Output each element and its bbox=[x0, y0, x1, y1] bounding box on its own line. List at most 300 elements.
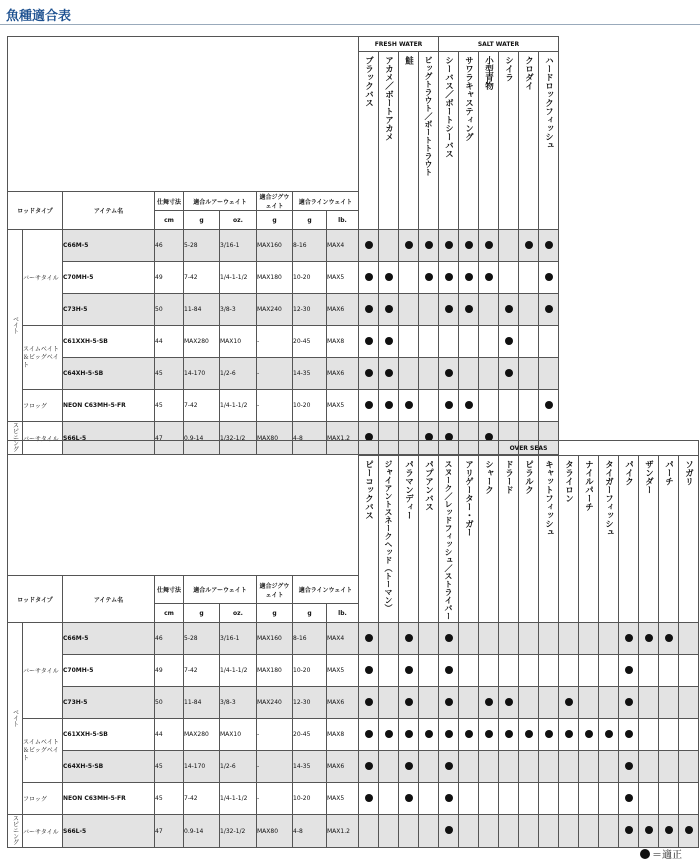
suitability-cell bbox=[419, 751, 439, 783]
suitability-cell bbox=[659, 687, 679, 719]
rod-spec-line-g: 10-20 bbox=[293, 262, 327, 294]
suitability-cell bbox=[579, 719, 599, 751]
rod-spec-lure-g: 11-84 bbox=[184, 687, 220, 719]
suitable-dot-icon bbox=[625, 730, 633, 738]
suitable-dot-icon bbox=[445, 826, 453, 834]
suitability-cell bbox=[579, 687, 599, 719]
suitable-dot-icon bbox=[385, 369, 393, 377]
suitability-cell bbox=[399, 783, 419, 815]
suitability-cell bbox=[599, 719, 619, 751]
suitability-cell bbox=[459, 294, 479, 326]
suitability-cell bbox=[439, 326, 459, 358]
species-header bbox=[479, 456, 499, 623]
suitability-cell bbox=[399, 719, 419, 751]
header-blank bbox=[8, 37, 359, 192]
rod-row bbox=[8, 815, 699, 848]
suitable-dot-icon bbox=[465, 241, 473, 249]
rod-spec-line-g: 10-20 bbox=[293, 390, 327, 422]
suitability-cell bbox=[679, 783, 699, 815]
rod-spec-length: 46 bbox=[155, 230, 184, 262]
suitability-cell bbox=[399, 390, 419, 422]
legend-dot-icon bbox=[640, 849, 650, 859]
legend bbox=[640, 846, 682, 861]
rod-spec-jig-g: MAX240 bbox=[257, 294, 293, 326]
suitability-cell bbox=[579, 655, 599, 687]
suitable-dot-icon bbox=[405, 634, 413, 642]
suitability-cell bbox=[379, 751, 399, 783]
suitable-dot-icon bbox=[625, 634, 633, 642]
suitability-cell bbox=[519, 294, 539, 326]
page-title: 魚種適合表 bbox=[6, 9, 72, 24]
suitability-cell bbox=[399, 326, 419, 358]
species-header bbox=[479, 52, 499, 230]
length-header: 仕舞寸法 bbox=[155, 576, 184, 604]
rod-row bbox=[8, 294, 559, 326]
rod-row bbox=[8, 326, 559, 358]
species-label: タライロン bbox=[563, 460, 574, 503]
species-label: シャーク bbox=[483, 460, 494, 494]
rod-spec-line-g: 14-35 bbox=[293, 358, 327, 390]
suitability-cell bbox=[659, 783, 679, 815]
suitable-dot-icon bbox=[365, 401, 373, 409]
subtype-versatile: バーサタイル bbox=[23, 422, 63, 455]
rod-spec-lure-oz: MAX10 bbox=[220, 719, 257, 751]
rod-spec-lure-g: 7-42 bbox=[184, 655, 220, 687]
suitability-cell bbox=[439, 719, 459, 751]
species-header bbox=[419, 456, 439, 623]
suitable-dot-icon bbox=[525, 730, 533, 738]
species-label: アリゲーター・ガー bbox=[463, 460, 474, 537]
suitability-cell bbox=[519, 230, 539, 262]
group-header: OVER SEAS bbox=[359, 441, 699, 456]
suitability-cell bbox=[499, 751, 519, 783]
species-header bbox=[659, 456, 679, 623]
rod-spec-length: 46 bbox=[155, 623, 184, 655]
suitable-dot-icon bbox=[685, 826, 693, 834]
suitability-cell bbox=[439, 623, 459, 655]
header-blank bbox=[8, 441, 359, 576]
rod-spec-jig-g: MAX180 bbox=[257, 262, 293, 294]
suitability-cell bbox=[419, 655, 439, 687]
suitability-cell bbox=[419, 719, 439, 751]
suitability-cell bbox=[579, 815, 599, 848]
rod-spec-lure-oz: 3/16-1 bbox=[220, 623, 257, 655]
rod-type-header: ロッドタイプ bbox=[8, 192, 63, 230]
suitable-dot-icon bbox=[665, 634, 673, 642]
rod-spec-lure-oz: 1/2-6 bbox=[220, 751, 257, 783]
legend-text: ＝適正 bbox=[652, 850, 682, 861]
suitability-cell bbox=[599, 815, 619, 848]
species-header bbox=[559, 456, 579, 623]
suitability-cell bbox=[379, 815, 399, 848]
suitability-cell bbox=[599, 623, 619, 655]
rod-spec-line-g: 20-45 bbox=[293, 326, 327, 358]
suitable-dot-icon bbox=[625, 698, 633, 706]
rod-row bbox=[8, 719, 699, 751]
rod-spec-lure-g: 7-42 bbox=[184, 783, 220, 815]
suitability-cell bbox=[359, 623, 379, 655]
suitability-cell bbox=[659, 751, 679, 783]
rod-row bbox=[8, 687, 699, 719]
suitability-cell bbox=[659, 815, 679, 848]
suitable-dot-icon bbox=[445, 762, 453, 770]
species-label: ソガリ bbox=[683, 460, 694, 486]
suitable-dot-icon bbox=[365, 666, 373, 674]
suitability-cell bbox=[619, 623, 639, 655]
suitable-dot-icon bbox=[365, 634, 373, 642]
suitability-cell bbox=[359, 230, 379, 262]
species-header bbox=[679, 456, 699, 623]
suitability-cell bbox=[479, 687, 499, 719]
rod-row bbox=[8, 390, 559, 422]
species-label: パイク bbox=[623, 460, 634, 486]
suitability-cell bbox=[499, 326, 519, 358]
suitability-cell bbox=[559, 623, 579, 655]
suitability-cell bbox=[359, 655, 379, 687]
rod-spec-lure-g: 0.9-14 bbox=[184, 422, 220, 455]
rod-spec-lure-oz: 3/16-1 bbox=[220, 230, 257, 262]
suitable-dot-icon bbox=[505, 698, 513, 706]
suitability-cell bbox=[539, 262, 559, 294]
subtype-frog: フロッグ bbox=[23, 783, 63, 815]
rod-spec-line-lb: MAX6 bbox=[327, 294, 359, 326]
group-header: SALT WATER bbox=[439, 37, 559, 52]
rod-spec-lure-g: 7-42 bbox=[184, 390, 220, 422]
rod-spec-length: 47 bbox=[155, 815, 184, 848]
suitability-cell bbox=[479, 230, 499, 262]
rod-spec-lure-g: MAX280 bbox=[184, 719, 220, 751]
title-divider bbox=[0, 24, 700, 25]
rod-spec-line-g: 12-30 bbox=[293, 687, 327, 719]
suitability-cell bbox=[659, 623, 679, 655]
species-header bbox=[539, 52, 559, 230]
rod-spec-lure-g: 14-170 bbox=[184, 751, 220, 783]
suitability-cell bbox=[479, 655, 499, 687]
species-header bbox=[599, 456, 619, 623]
suitability-cell bbox=[539, 390, 559, 422]
suitable-dot-icon bbox=[485, 698, 493, 706]
species-label: キャットフィッシュ bbox=[543, 460, 554, 537]
suitability-cell bbox=[499, 815, 519, 848]
rod-spec-lure-oz: 1/2-6 bbox=[220, 358, 257, 390]
suitability-cell bbox=[459, 230, 479, 262]
suitability-cell bbox=[459, 719, 479, 751]
suitable-dot-icon bbox=[385, 401, 393, 409]
suitability-cell bbox=[599, 783, 619, 815]
suitability-cell bbox=[579, 783, 599, 815]
rod-spec-length: 50 bbox=[155, 687, 184, 719]
rod-spec-line-lb: MAX5 bbox=[327, 390, 359, 422]
subtype-swim: スイムベイト＆ビッグベイト bbox=[23, 326, 63, 390]
rod-model-name: C73H-5 bbox=[63, 294, 155, 326]
suitability-cell bbox=[619, 687, 639, 719]
suitable-dot-icon bbox=[565, 730, 573, 738]
suitable-dot-icon bbox=[545, 273, 553, 281]
suitability-cell bbox=[639, 783, 659, 815]
suitability-cell bbox=[679, 751, 699, 783]
suitability-cell bbox=[559, 719, 579, 751]
suitability-cell bbox=[479, 623, 499, 655]
rod-spec-length: 47 bbox=[155, 422, 184, 455]
species-header bbox=[579, 456, 599, 623]
rod-type-label: ベイト bbox=[11, 708, 19, 727]
species-header bbox=[359, 52, 379, 230]
suitable-dot-icon bbox=[365, 337, 373, 345]
suitability-cell bbox=[419, 783, 439, 815]
suitability-cell bbox=[519, 358, 539, 390]
rod-spec-jig-g: - bbox=[257, 326, 293, 358]
jig-g-unit: g bbox=[257, 604, 293, 623]
suitability-cell bbox=[519, 815, 539, 848]
rod-spec-jig-g: MAX160 bbox=[257, 623, 293, 655]
suitable-dot-icon bbox=[365, 698, 373, 706]
rod-spec-jig-g: MAX240 bbox=[257, 687, 293, 719]
suitable-dot-icon bbox=[465, 273, 473, 281]
suitable-dot-icon bbox=[445, 401, 453, 409]
subtype-versatile: バーサタイル bbox=[23, 815, 63, 848]
suitability-cell bbox=[419, 262, 439, 294]
species-label: 鮭 bbox=[403, 56, 414, 65]
suitability-cell bbox=[579, 751, 599, 783]
suitable-dot-icon bbox=[625, 794, 633, 802]
species-label: ドラード bbox=[503, 460, 514, 494]
suitability-cell bbox=[539, 623, 559, 655]
rod-spec-length: 50 bbox=[155, 294, 184, 326]
suitability-cell bbox=[499, 687, 519, 719]
species-label: タイガーフィッシュ bbox=[603, 460, 614, 537]
suitability-cell bbox=[499, 262, 519, 294]
rod-spec-jig-g: - bbox=[257, 783, 293, 815]
rod-spec-length: 44 bbox=[155, 326, 184, 358]
rod-type-label: スピニング bbox=[11, 422, 19, 452]
suitability-cell bbox=[439, 294, 459, 326]
rod-model-name: C70MH-5 bbox=[63, 655, 155, 687]
lure-oz-unit: oz. bbox=[220, 211, 257, 230]
suitability-cell bbox=[479, 294, 499, 326]
suitability-cell bbox=[679, 815, 699, 848]
suitability-cell bbox=[419, 230, 439, 262]
suitability-cell bbox=[559, 687, 579, 719]
rod-spec-line-g: 10-20 bbox=[293, 783, 327, 815]
rod-model-name: S66L-5 bbox=[63, 815, 155, 848]
suitability-cell bbox=[479, 751, 499, 783]
suitability-cell bbox=[579, 623, 599, 655]
suitable-dot-icon bbox=[545, 401, 553, 409]
suitability-cell bbox=[419, 358, 439, 390]
suitability-cell bbox=[439, 687, 459, 719]
suitability-cell bbox=[679, 623, 699, 655]
suitability-cell bbox=[459, 783, 479, 815]
jig-weight-header: 適合ジグウェイト bbox=[257, 192, 293, 211]
suitability-cell bbox=[659, 655, 679, 687]
suitability-cell bbox=[359, 262, 379, 294]
rod-spec-line-g: 20-45 bbox=[293, 719, 327, 751]
suitability-cell bbox=[379, 294, 399, 326]
rod-row bbox=[8, 262, 559, 294]
length-unit: cm bbox=[155, 211, 184, 230]
rod-model-name: C61XXH-5·SB bbox=[63, 719, 155, 751]
rod-spec-lure-oz: 1/4-1-1/2 bbox=[220, 783, 257, 815]
suitability-cell bbox=[619, 751, 639, 783]
suitability-cell bbox=[639, 751, 659, 783]
lure-oz-unit: oz. bbox=[220, 604, 257, 623]
suitability-cell bbox=[619, 655, 639, 687]
suitability-cell bbox=[479, 815, 499, 848]
suitability-cell bbox=[439, 358, 459, 390]
suitability-cell bbox=[359, 390, 379, 422]
item-name-header: アイテム名 bbox=[63, 576, 155, 623]
suitability-cell bbox=[639, 719, 659, 751]
suitable-dot-icon bbox=[505, 730, 513, 738]
suitability-cell bbox=[479, 358, 499, 390]
species-header bbox=[499, 456, 519, 623]
suitability-cell bbox=[599, 655, 619, 687]
suitability-cell bbox=[539, 358, 559, 390]
suitability-cell bbox=[479, 390, 499, 422]
rod-spec-line-lb: MAX1.2 bbox=[327, 815, 359, 848]
fish-table-fresh-salt bbox=[7, 36, 559, 455]
rod-spec-line-lb: MAX8 bbox=[327, 719, 359, 751]
species-label: サワラキャスティング bbox=[463, 56, 474, 141]
suitability-cell bbox=[439, 815, 459, 848]
suitability-cell bbox=[499, 783, 519, 815]
rod-spec-line-g: 4-8 bbox=[293, 422, 327, 455]
suitable-dot-icon bbox=[405, 730, 413, 738]
rod-spec-jig-g: MAX180 bbox=[257, 655, 293, 687]
suitability-cell bbox=[439, 390, 459, 422]
suitable-dot-icon bbox=[485, 273, 493, 281]
species-label: パプアンバス bbox=[423, 460, 434, 511]
rod-spec-jig-g: MAX80 bbox=[257, 422, 293, 455]
suitable-dot-icon bbox=[485, 730, 493, 738]
suitability-cell bbox=[519, 623, 539, 655]
rod-row bbox=[8, 655, 699, 687]
species-label: アカメ／ボートアカメ bbox=[383, 56, 394, 141]
species-header bbox=[499, 52, 519, 230]
species-label: スヌーク／レッドフィッシュ／ストライパー bbox=[444, 460, 453, 620]
suitability-cell bbox=[359, 815, 379, 848]
suitability-cell bbox=[399, 623, 419, 655]
suitability-cell bbox=[439, 655, 459, 687]
species-header bbox=[439, 456, 459, 623]
suitable-dot-icon bbox=[405, 794, 413, 802]
suitability-cell bbox=[559, 783, 579, 815]
lure-g-unit: g bbox=[184, 604, 220, 623]
suitability-cell bbox=[639, 815, 659, 848]
suitability-cell bbox=[599, 687, 619, 719]
suitability-cell bbox=[499, 294, 519, 326]
suitable-dot-icon bbox=[445, 730, 453, 738]
suitability-cell bbox=[599, 751, 619, 783]
suitable-dot-icon bbox=[625, 826, 633, 834]
suitable-dot-icon bbox=[365, 794, 373, 802]
suitability-cell bbox=[539, 687, 559, 719]
suitability-cell bbox=[519, 326, 539, 358]
suitability-cell bbox=[519, 687, 539, 719]
suitability-cell bbox=[479, 326, 499, 358]
suitable-dot-icon bbox=[545, 241, 553, 249]
suitability-cell bbox=[499, 623, 519, 655]
suitable-dot-icon bbox=[445, 369, 453, 377]
species-label: シーバス／ボートシーバス bbox=[443, 56, 454, 158]
rod-spec-lure-oz: 1/32-1/2 bbox=[220, 815, 257, 848]
suitable-dot-icon bbox=[405, 666, 413, 674]
rod-spec-length: 45 bbox=[155, 783, 184, 815]
suitability-cell bbox=[459, 751, 479, 783]
suitability-cell bbox=[419, 294, 439, 326]
length-header: 仕舞寸法 bbox=[155, 192, 184, 211]
suitability-cell bbox=[419, 390, 439, 422]
species-label: ハードロックフィッシュ bbox=[543, 56, 554, 150]
suitability-cell bbox=[379, 623, 399, 655]
suitability-cell bbox=[459, 655, 479, 687]
rod-spec-length: 45 bbox=[155, 390, 184, 422]
suitability-cell bbox=[539, 751, 559, 783]
suitable-dot-icon bbox=[645, 634, 653, 642]
suitable-dot-icon bbox=[625, 762, 633, 770]
suitability-cell bbox=[359, 751, 379, 783]
rod-spec-length: 45 bbox=[155, 751, 184, 783]
suitability-cell bbox=[679, 719, 699, 751]
suitability-cell bbox=[479, 719, 499, 751]
suitable-dot-icon bbox=[385, 273, 393, 281]
suitability-cell bbox=[639, 623, 659, 655]
suitable-dot-icon bbox=[465, 305, 473, 313]
suitable-dot-icon bbox=[445, 698, 453, 706]
rod-spec-jig-g: - bbox=[257, 751, 293, 783]
subtype-swim: スイムベイト＆ビッグベイト bbox=[23, 719, 63, 783]
rod-spec-lure-oz: 1/32-1/2 bbox=[220, 422, 257, 455]
rod-spec-line-lb: MAX1.2 bbox=[327, 422, 359, 455]
suitable-dot-icon bbox=[465, 730, 473, 738]
suitability-cell bbox=[379, 719, 399, 751]
suitability-cell bbox=[359, 358, 379, 390]
rod-spec-lure-oz: 1/4-1-1/2 bbox=[220, 655, 257, 687]
suitability-cell bbox=[539, 655, 559, 687]
rod-row bbox=[8, 623, 699, 655]
suitability-cell bbox=[399, 655, 419, 687]
suitable-dot-icon bbox=[665, 826, 673, 834]
suitable-dot-icon bbox=[525, 241, 533, 249]
rod-spec-lure-oz: 1/4-1-1/2 bbox=[220, 390, 257, 422]
rod-spec-lure-oz: 3/8-3 bbox=[220, 294, 257, 326]
species-header bbox=[459, 456, 479, 623]
rod-spec-lure-g: 5-28 bbox=[184, 230, 220, 262]
line-weight-header: 適合ラインウェイト bbox=[293, 192, 359, 211]
lure-g-unit: g bbox=[184, 211, 220, 230]
rod-spec-lure-oz: 3/8-3 bbox=[220, 687, 257, 719]
species-label: シイラ bbox=[503, 56, 514, 82]
rod-spec-length: 49 bbox=[155, 655, 184, 687]
suitable-dot-icon bbox=[425, 730, 433, 738]
suitable-dot-icon bbox=[385, 337, 393, 345]
suitability-cell bbox=[379, 687, 399, 719]
suitability-cell bbox=[359, 719, 379, 751]
rod-spec-lure-g: 14-170 bbox=[184, 358, 220, 390]
subtype-versatile: バーサタイル bbox=[23, 230, 63, 326]
group-header: FRESH WATER bbox=[359, 37, 439, 52]
suitable-dot-icon bbox=[625, 666, 633, 674]
rod-type-bait bbox=[8, 623, 23, 815]
line-g-unit: g bbox=[293, 211, 327, 230]
item-name-header: アイテム名 bbox=[63, 192, 155, 230]
suitability-cell bbox=[459, 687, 479, 719]
rod-spec-jig-g: - bbox=[257, 358, 293, 390]
species-header bbox=[519, 52, 539, 230]
rod-type-bait bbox=[8, 230, 23, 422]
species-header bbox=[539, 456, 559, 623]
suitable-dot-icon bbox=[545, 730, 553, 738]
